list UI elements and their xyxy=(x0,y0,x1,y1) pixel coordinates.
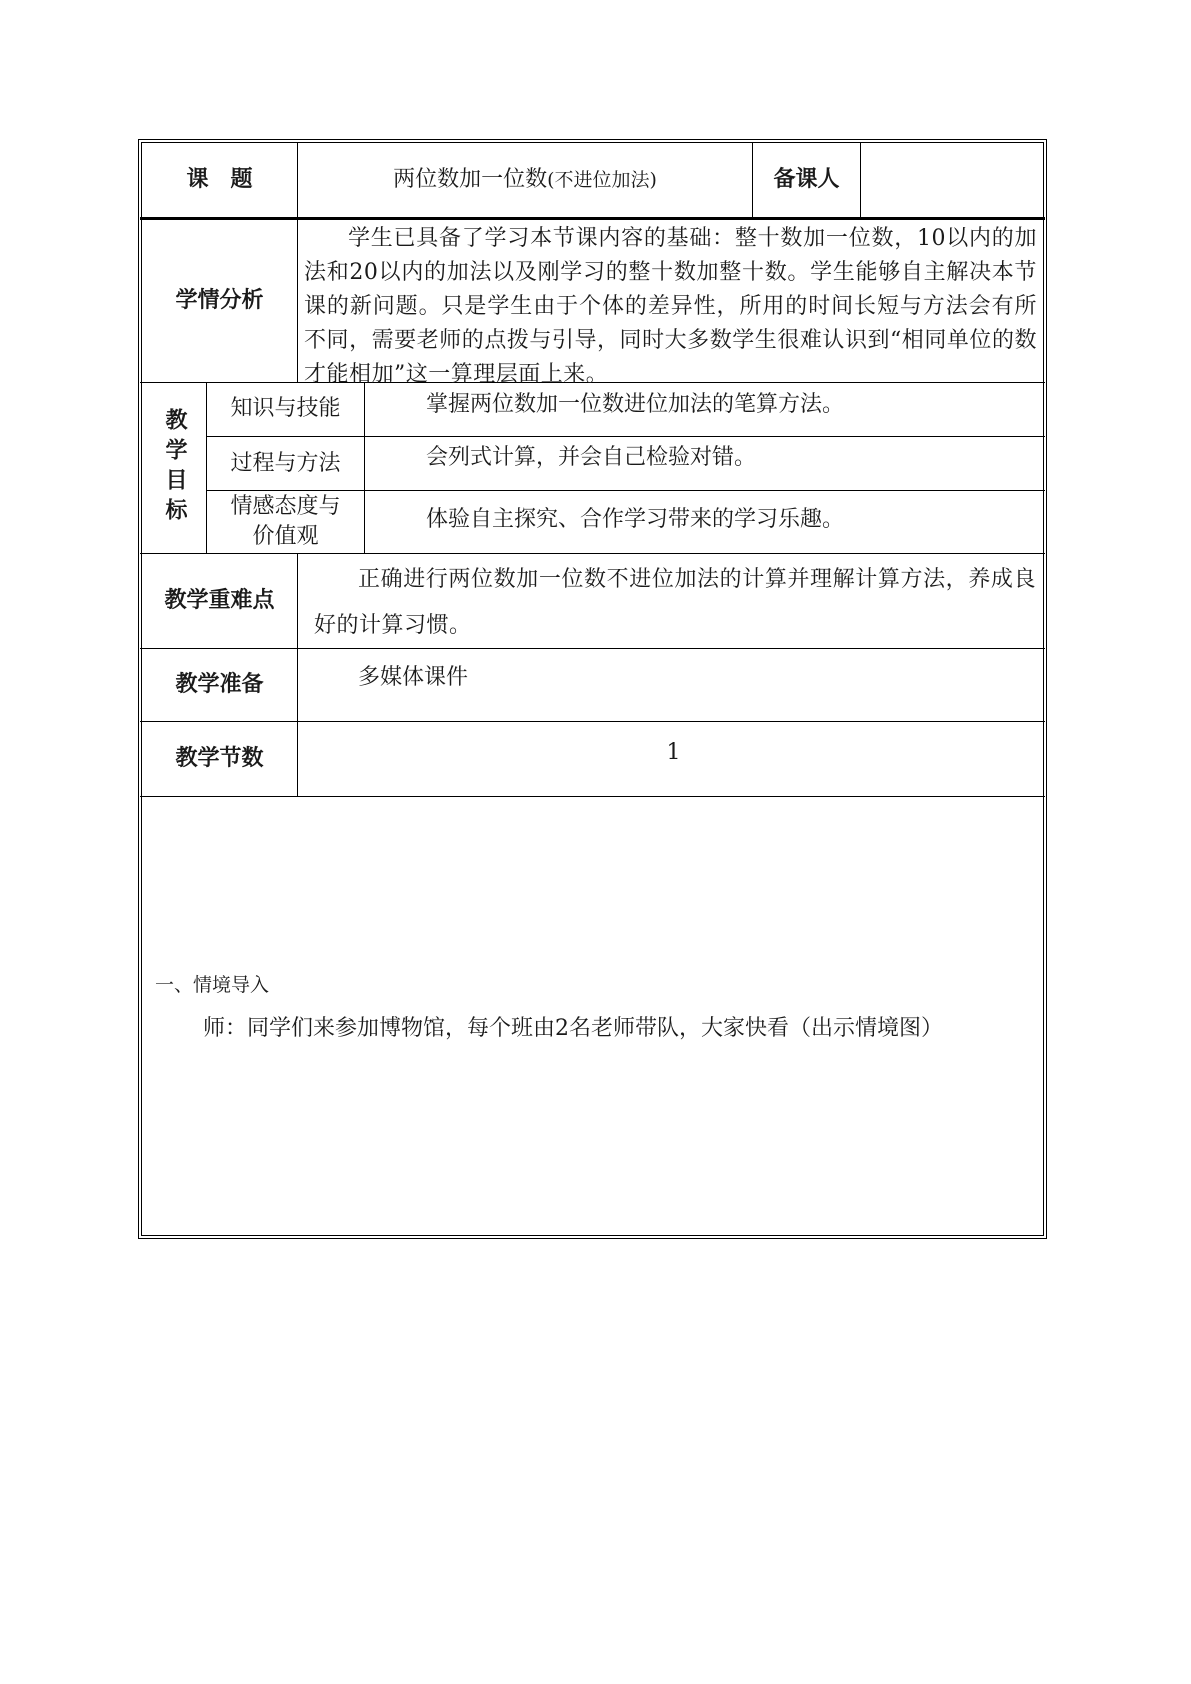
analysis-text: 学生已具备了学习本节课内容的基础：整十数加一位数，10以内的加法和20以内的加法以及刚学习的整十数加整十数。学生能够自主解决本节课的新问题。只是学生由于个体的差异性，所用的时间长短与方法会有所不同，需要老师的点拨与引导，同时大多数学生很难认识到“相同单位的数才能相加”这一算理层面上来。 xyxy=(304,226,1037,387)
preparation-text: 多媒体课件 xyxy=(358,665,469,690)
goal-label-process: 过程与方法 xyxy=(230,450,341,476)
preparation-label: 教学准备 xyxy=(175,672,264,697)
goal-text-knowledge: 掌握两位数加一位数进位加法的笔算方法。 xyxy=(426,392,845,417)
topic-suffix: (不进位加法) xyxy=(547,168,657,191)
key-points-label: 教学重难点 xyxy=(164,588,275,613)
goal-text-attitude: 体验自主探究、合作学习带来的学习乐趣。 xyxy=(426,507,845,532)
preparer-value xyxy=(861,143,1043,217)
intro-paragraph: 师：同学们来参加博物馆，每个班由2名老师带队，大家快看（出示情境图） xyxy=(203,1016,943,1041)
goal-label-attitude: 情感态度与价值观 xyxy=(230,494,341,549)
topic-value-cell xyxy=(298,143,752,217)
divider xyxy=(364,382,365,553)
goals-label-cell xyxy=(142,382,206,553)
divider xyxy=(140,796,1045,797)
section-title: 一、情境导入 xyxy=(155,974,270,996)
goals-label: 教学目标 xyxy=(162,407,187,528)
preparer-label: 备课人 xyxy=(773,167,840,192)
divider xyxy=(297,220,298,382)
key-points-text: 正确进行两位数加一位数不进位加法的计算并理解计算方法，养成良好的计算习惯。 xyxy=(314,567,1036,638)
topic-label: 课 题 xyxy=(186,167,253,192)
goal-label-knowledge: 知识与技能 xyxy=(230,396,341,421)
goal-text-process: 会列式计算，并会自己检验对错。 xyxy=(426,445,757,470)
sessions-label: 教学节数 xyxy=(175,746,264,771)
topic-value: 两位数加一位数 xyxy=(393,167,548,192)
sessions-value: 1 xyxy=(666,740,681,765)
analysis-label: 学情分析 xyxy=(175,288,264,313)
